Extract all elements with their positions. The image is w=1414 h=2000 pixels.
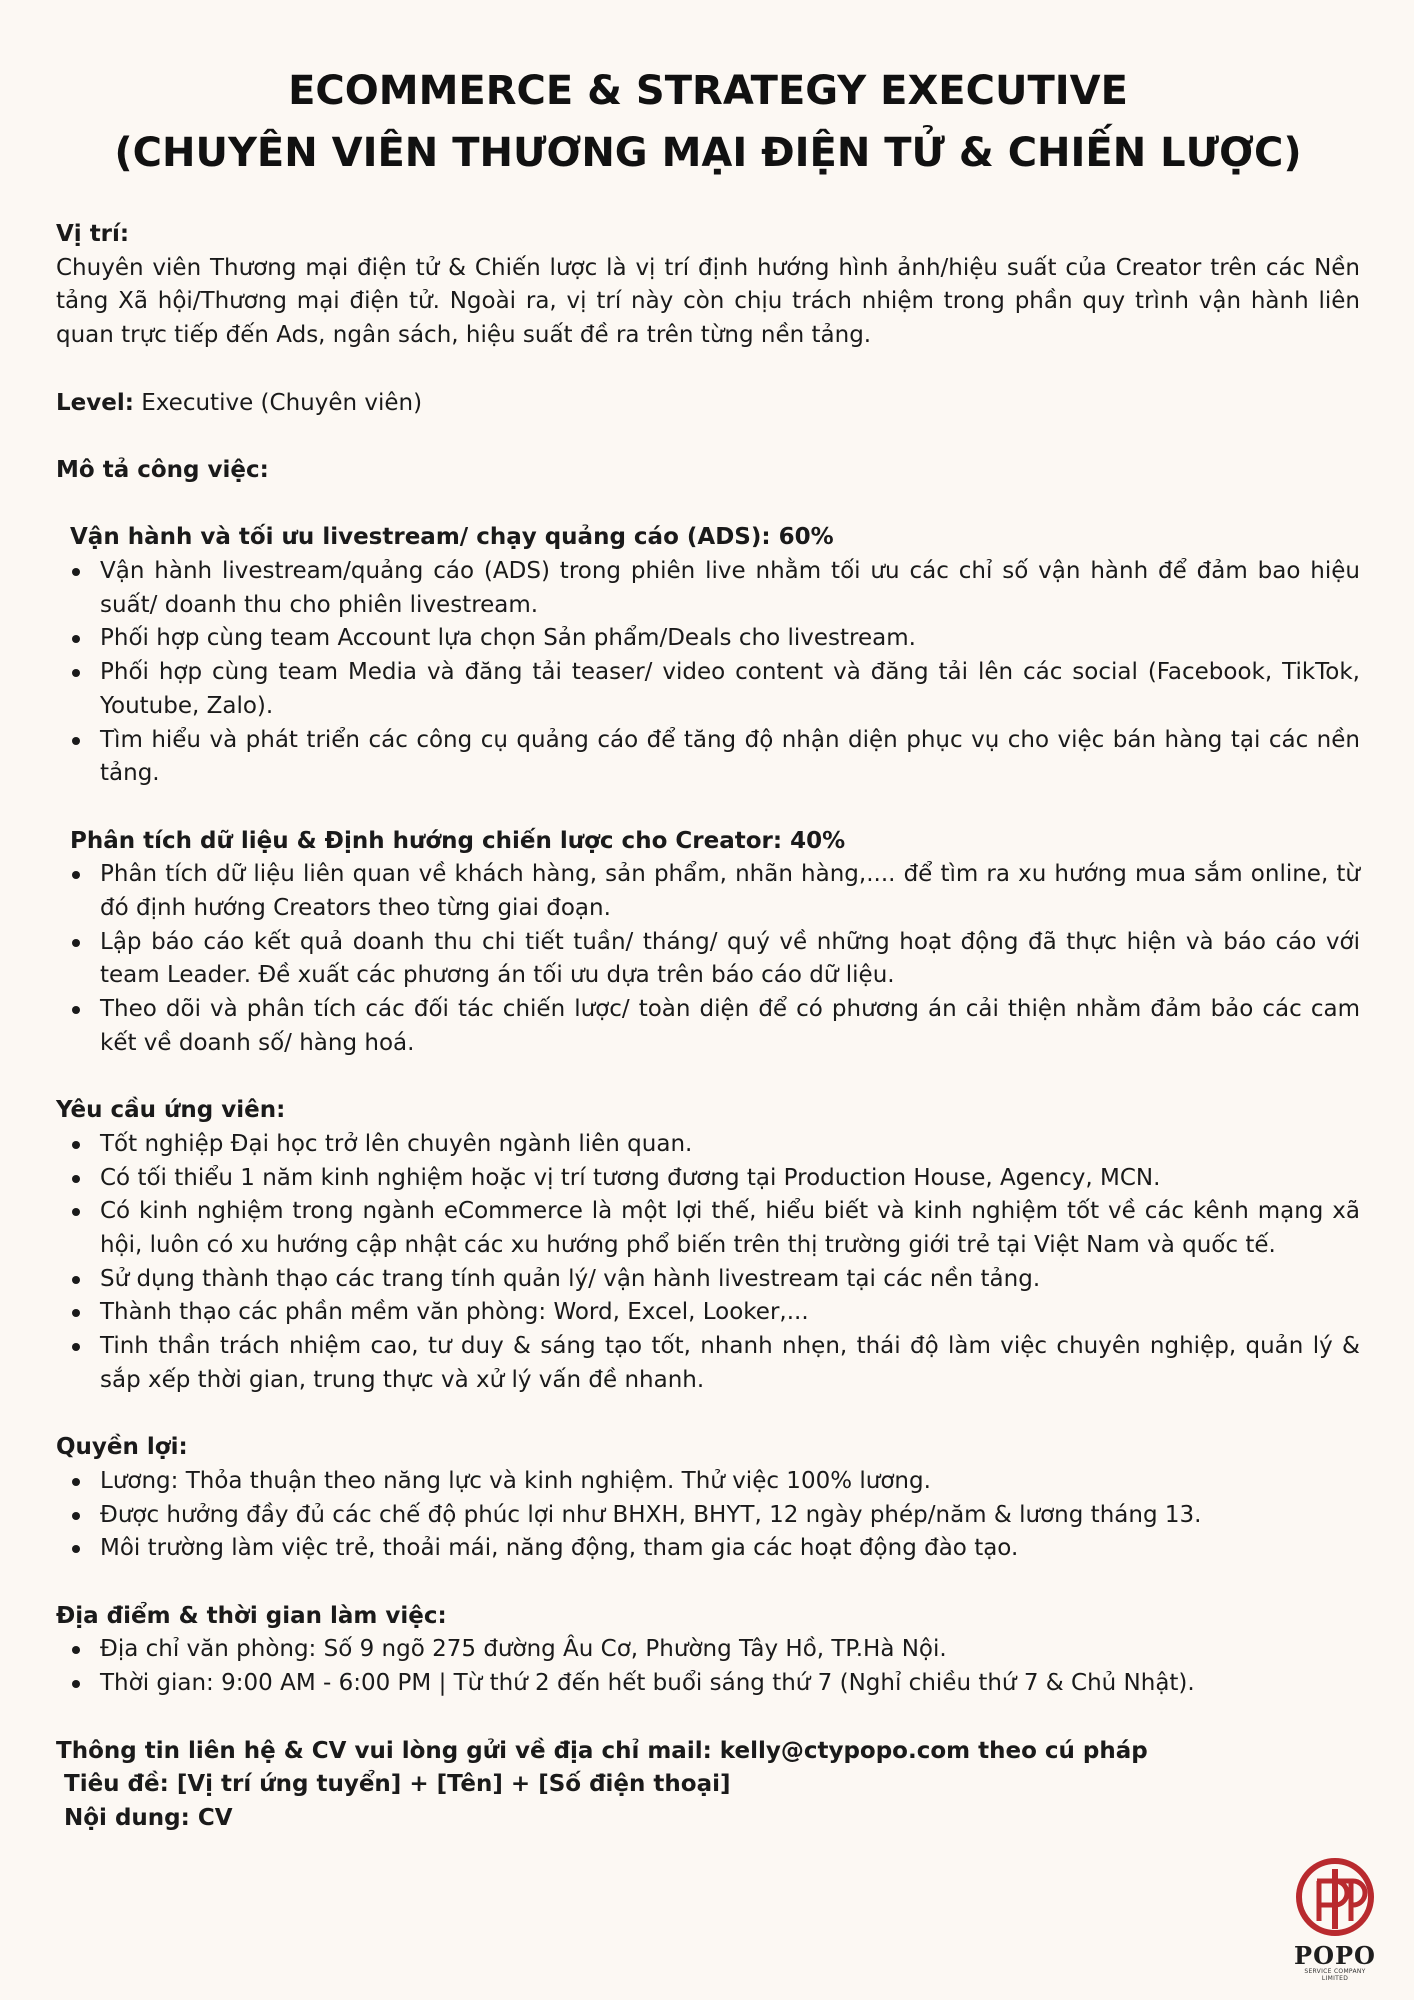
list-item: Lập báo cáo kết quả doanh thu chi tiết tuần/ tháng/ quý về những hoạt động đã thực hiện và báo cáo với team Leader. Đề xuất các phương án tối ưu dựa trên báo cáo dữ liệu. xyxy=(100,926,1360,993)
benefits-label: Quyền lợi: xyxy=(56,1434,188,1461)
analytics-list xyxy=(56,858,1360,1060)
popo-logo xyxy=(1293,1855,1377,1982)
list-item: Phân tích dữ liệu liên quan về khách hàng, sản phẩm, nhãn hàng,.... để tìm ra xu hướng mua sắm online, từ đó định hướng Creators theo từng giai đoạn. xyxy=(100,858,1360,925)
position-text: Chuyên viên Thương mại điện tử & Chiến lược là vị trí định hướng hình ảnh/hiệu suất của Creator trên các Nền tảng Xã hội/Thương mại điện tử. Ngoài ra, vị trí này còn chịu trách nhiệm trong phần quy trình vận hành liên quan trực tiếp đến Ads, ngân sách, hiệu suất đề ra trên từng nền tảng. xyxy=(56,254,1360,349)
page-title xyxy=(56,60,1360,184)
title-line-1: ECOMMERCE & STRATEGY EXECUTIVE xyxy=(288,68,1128,114)
job-posting xyxy=(56,60,1360,1836)
location-label: Địa điểm & thời gian làm việc: xyxy=(56,1602,447,1629)
level-value: Executive (Chuyên viên) xyxy=(141,389,423,416)
section-heading-livestream: Vận hành và tối ưu livestream/ chạy quảng cáo (ADS): 60% xyxy=(70,524,834,551)
level-line xyxy=(56,387,1360,421)
list-item: Môi trường làm việc trẻ, thoải mái, năng động, tham gia các hoạt động đào tạo. xyxy=(100,1532,1360,1566)
list-item: Phối hợp cùng team Media và đăng tải teaser/ video content và đăng tải lên các social (Facebook, TikTok, Youtube, Zalo). xyxy=(100,656,1360,723)
list-item: Được hưởng đầy đủ các chế độ phúc lợi như BHXH, BHYT, 12 ngày phép/năm & lương tháng 13. xyxy=(100,1499,1360,1533)
requirements-label: Yêu cầu ứng viên: xyxy=(56,1097,286,1124)
list-item: Vận hành livestream/quảng cáo (ADS) trong phiên live nhằm tối ưu các chỉ số vận hành để đảm bao hiệu suất/ doanh thu cho phiên livestream. xyxy=(100,555,1360,622)
contact-line: Thông tin liên hệ & CV vui lòng gửi về địa chỉ mail: kelly@ctypopo.com theo cú pháp xyxy=(56,1737,1148,1764)
list-item: Thành thạo các phần mềm văn phòng: Word, Excel, Looker,... xyxy=(100,1296,1360,1330)
logo-name: POPO xyxy=(1294,1941,1376,1970)
logo-subtitle: SERVICE COMPANY LIMITED xyxy=(1304,1968,1366,1982)
list-item: Phối hợp cùng team Account lựa chọn Sản phẩm/Deals cho livestream. xyxy=(100,622,1360,656)
list-item: Sử dụng thành thạo các trang tính quản lý/ vận hành livestream tại các nền tảng. xyxy=(100,1263,1360,1297)
position-label: Vị trí: xyxy=(56,221,130,247)
contact-content: Nội dung: CV xyxy=(64,1804,233,1831)
contact-block xyxy=(56,1735,1360,1836)
list-item: Địa chỉ văn phòng: Số 9 ngõ 275 đường Âu Cơ, Phường Tây Hồ, TP.Hà Nội. xyxy=(100,1633,1360,1667)
contact-subject: Tiêu đề: [Vị trí ứng tuyển] + [Tên] + [Số điện thoại] xyxy=(64,1771,731,1798)
list-item: Tinh thần trách nhiệm cao, tư duy & sáng tạo tốt, nhanh nhẹn, thái độ làm việc chuyên nghiệp, quản lý & sắp xếp thời gian, trung thực và xử lý vấn đề nhanh. xyxy=(100,1330,1360,1397)
list-item: Thời gian: 9:00 AM - 6:00 PM | Từ thứ 2 đến hết buổi sáng thứ 7 (Nghỉ chiều thứ 7 & Chủ Nhật). xyxy=(100,1667,1360,1701)
livestream-list xyxy=(56,555,1360,791)
list-item: Tốt nghiệp Đại học trở lên chuyên ngành liên quan. xyxy=(100,1128,1360,1162)
job-description-label: Mô tả công việc: xyxy=(56,456,269,483)
title-line-2: (CHUYÊN VIÊN THƯƠNG MẠI ĐIỆN TỬ & CHIẾN LƯỢC) xyxy=(114,130,1302,176)
list-item: Có kinh nghiệm trong ngành eCommerce là một lợi thế, hiểu biết và kinh nghiệm tốt về các kênh mạng xã hội, luôn có xu hướng cập nhật các xu hướng phổ biến trên thị trường giới trẻ tại Việt Nam và quốc tế. xyxy=(100,1195,1360,1262)
list-item: Có tối thiểu 1 năm kinh nghiệm hoặc vị trí tương đương tại Production House, Agency, MCN. xyxy=(100,1162,1360,1196)
requirements-list xyxy=(56,1128,1360,1398)
list-item: Theo dõi và phân tích các đối tác chiến lược/ toàn diện để có phương án cải thiện nhằm đảm bảo các cam kết về doanh số/ hàng hoá. xyxy=(100,993,1360,1060)
section-heading-analytics: Phân tích dữ liệu & Định hướng chiến lược cho Creator: 40% xyxy=(70,827,846,854)
list-item: Lương: Thỏa thuận theo năng lực và kinh nghiệm. Thử việc 100% lương. xyxy=(100,1465,1360,1499)
location-list xyxy=(56,1633,1360,1700)
level-label: Level: xyxy=(56,389,134,416)
list-item: Tìm hiểu và phát triển các công cụ quảng cáo để tăng độ nhận diện phục vụ cho việc bán hàng tại các nền tảng. xyxy=(100,724,1360,791)
benefits-list xyxy=(56,1465,1360,1566)
popo-logo-mark xyxy=(1293,1855,1377,1941)
